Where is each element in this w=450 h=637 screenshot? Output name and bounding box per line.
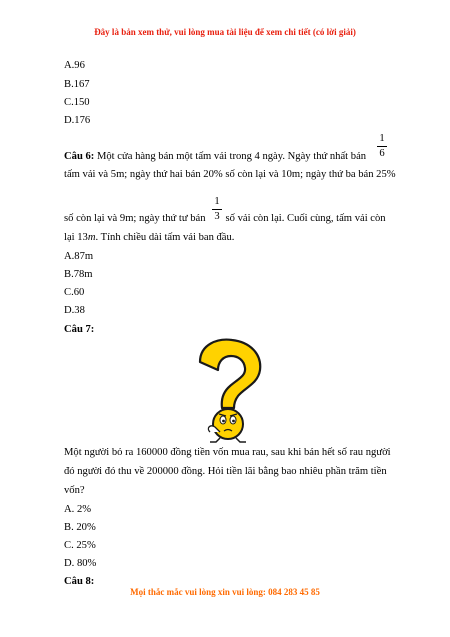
q7-option-d: D. 80%	[64, 558, 97, 569]
q6-line-3	[64, 212, 386, 225]
q6-fraction-1-denominator: 6	[379, 148, 385, 159]
q7-option-c: C. 25%	[64, 540, 96, 551]
q6-text-3a: số còn lại và 9m; ngày thứ tư bán	[64, 213, 206, 224]
q7-label: Câu 7:	[64, 324, 95, 335]
q6-option-a: A.87m	[64, 251, 94, 262]
q6-fraction-2-numerator: 1	[214, 196, 220, 207]
q6-text-1: Một cửa hàng bán một tấm vải trong 4 ngày. Ngày thứ nhất bán	[94, 151, 367, 162]
q6-label: Câu 6:	[64, 151, 95, 162]
q6-text-4b: . Tính chiều dài tấm vải ban đầu.	[95, 232, 235, 243]
q5-option-b: B.167	[64, 79, 90, 90]
q6-option-b: B.78m	[64, 269, 93, 280]
q6-line-2: tấm vải và 5m; ngày thứ hai bán 20% số còn lại và 10m; ngày thứ ba bán 25%	[64, 169, 396, 180]
q5-option-d: D.176	[64, 115, 91, 126]
q6-text-4a: lại 13	[64, 232, 88, 243]
q6-fraction-1	[377, 133, 387, 160]
q6-option-d: D.38	[64, 305, 85, 316]
q5-option-c: C.150	[64, 97, 90, 108]
q6-fraction-2-denominator: 3	[214, 211, 220, 222]
preview-banner: Đây là bản xem thử, vui lòng mua tài liệu để xem chi tiết (có lời giải)	[94, 27, 356, 37]
q6-text-3b: số vải còn lại. Cuối cùng, tấm vải còn	[225, 213, 386, 224]
q7-line-3: vốn?	[64, 485, 85, 496]
q7-line-1: Một người bỏ ra 160000 đồng tiền vốn mua rau, sau khi bán hết số rau người	[64, 447, 391, 458]
q7-option-a: A. 2%	[64, 504, 92, 515]
q6-fraction-2	[212, 196, 222, 223]
q5-option-a: A.96	[64, 60, 85, 71]
q6-line-1	[64, 150, 366, 163]
q6-fraction-1-numerator: 1	[379, 133, 385, 144]
q6-text-4-unit: m	[87, 232, 96, 243]
contact-banner: Mọi thắc mắc vui lòng xin vui lòng: 084 283 45 85	[130, 587, 320, 597]
q8-label: Câu 8:	[64, 576, 95, 587]
q7-option-b: B. 20%	[64, 522, 96, 533]
q7-line-2: đó người đó thu về 200000 đồng. Hỏi tiền lãi bằng bao nhiêu phần trăm tiền	[64, 466, 387, 477]
q6-line-4	[64, 231, 234, 244]
q6-option-c: C.60	[64, 287, 85, 298]
question-mark-mascot-icon	[188, 336, 268, 444]
